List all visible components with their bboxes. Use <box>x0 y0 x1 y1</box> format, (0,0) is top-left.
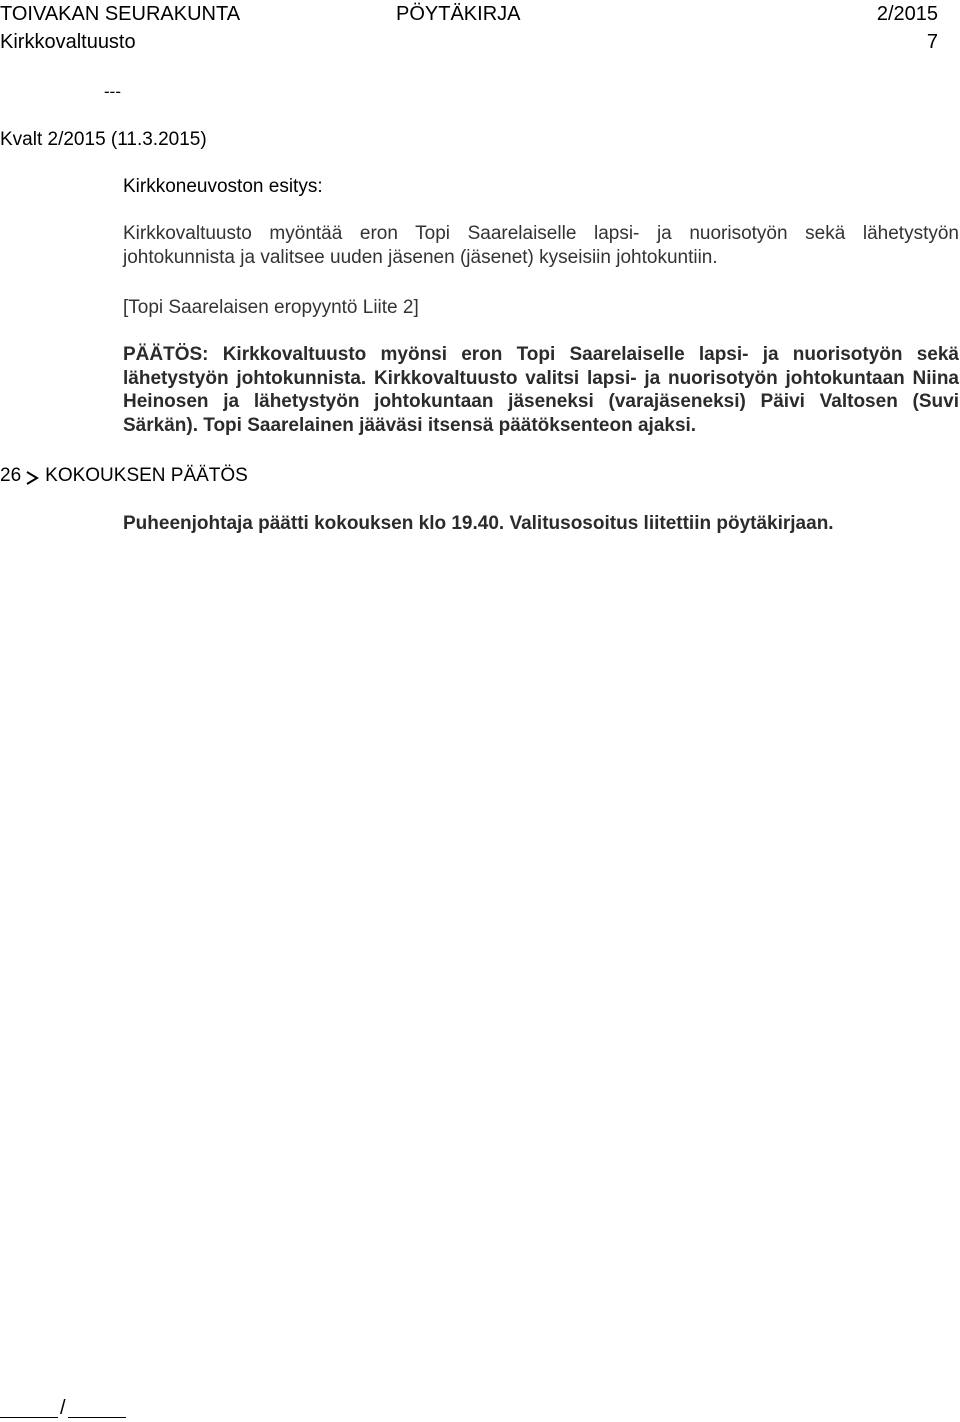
proposal-text: Kirkkovaltuusto myöntää eron Topi Saarelaiselle lapsi- ja nuorisotyön sekä lähetystyön johtokunnista ja valitsee uuden jäsenen (jäsenet) kyseisiin johtokuntiin. <box>123 223 959 268</box>
section-separator: --- <box>104 82 121 101</box>
section-title: KOKOUKSEN PÄÄTÖS <box>45 465 248 486</box>
meeting-reference: Kvalt 2/2015 (11.3.2015) <box>0 129 207 150</box>
organization-name: TOIVAKAN SEURAKUNTA <box>0 3 241 25</box>
attachment-reference: [Topi Saarelaisen eropyyntö Liite 2] <box>123 297 419 318</box>
document-number: 2/2015 <box>876 3 938 25</box>
page-number: 7 <box>926 31 938 53</box>
governing-body-name: Kirkkovaltuusto <box>0 31 136 53</box>
closing-text: Puheenjohtaja päätti kokouksen klo 19.40. Valitusosoitus liitettiin pöytäkirjaan. <box>123 513 834 534</box>
decision-text: PÄÄTÖS: Kirkkovaltuusto myönsi eron Topi Saarelaiselle lapsi- ja nuorisotyön sekä lähetystyön johtokunnista. Kirkkovaltuusto valitsi lapsi- ja nuorisotyön johtokuntaan Niina Heinosen ja lähetystyön johtokuntaan jäseneksi (varajäseneksi) Päivi Valtosen (Suvi Särkän). Topi Saarelainen jääväsi itsensä päätöksenteon ajaksi. <box>123 344 959 436</box>
document-type: PÖYTÄKIRJA <box>396 3 521 25</box>
initials-separator: / <box>60 1397 66 1419</box>
section-number: 26 <box>0 465 22 486</box>
section-label <box>0 465 248 487</box>
initials-line <box>0 1398 126 1418</box>
initials-blank-left <box>0 1399 58 1418</box>
proposal-heading: Kirkkoneuvoston esitys: <box>123 176 323 197</box>
initials-blank-right <box>68 1399 126 1418</box>
section-sign-icon <box>25 469 39 483</box>
